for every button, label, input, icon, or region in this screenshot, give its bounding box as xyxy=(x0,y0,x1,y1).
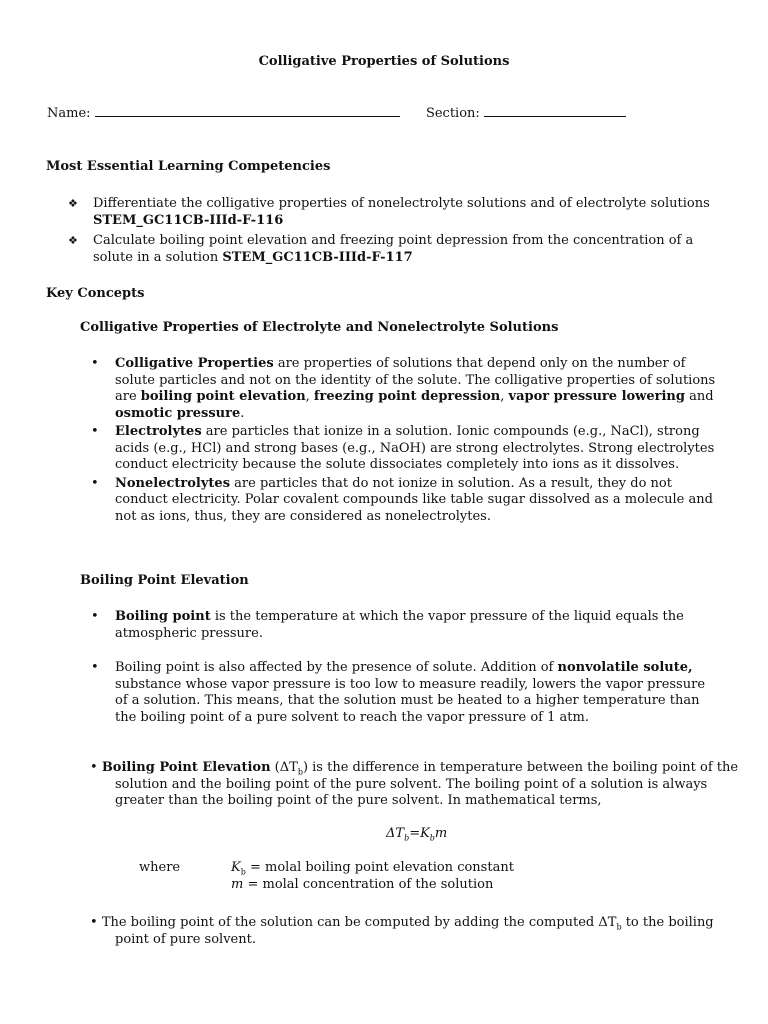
cp-sep: , xyxy=(500,389,509,404)
cp-bold-4: osmotic pressure xyxy=(115,405,241,421)
solute-item xyxy=(80,660,720,726)
bpe-sub: b xyxy=(297,767,303,777)
cp-subheading: Colligative Properties of Electrolyte and Nonelectrolyte Solutions xyxy=(80,320,559,335)
melc-item-code: STEM_GC11CB-IIId-F-117 xyxy=(222,249,413,265)
document-title: Colligative Properties of Solutions xyxy=(258,54,510,69)
electrolytes-item xyxy=(80,424,720,474)
bullet-icon: • xyxy=(91,475,99,491)
where-row-m xyxy=(139,877,699,894)
name-blank-line[interactable] xyxy=(95,104,400,117)
key-concepts-heading: Key Concepts xyxy=(46,286,145,301)
bpe-formula xyxy=(386,826,447,843)
cp-sep: and xyxy=(684,389,714,404)
section-blank-line[interactable] xyxy=(484,104,626,117)
electrolytes-text: are particles that ionize in a solution. Ionic compounds (e.g., NaCl), strong acids (e.g., HCl) and strong bases (e.g., NaOH) are strong electrolytes. Strong electrolytes conduct electricity because the solute dissociates completely into ions as it dissolves. xyxy=(115,424,715,472)
nonelectrolytes-term: Nonelectrolytes xyxy=(115,475,231,491)
boiling-point-item xyxy=(80,609,720,642)
formula-delta: ΔT xyxy=(386,826,405,841)
bpe-text: ) is the difference in temperature between the boiling point of the solution and the boiling point of the pure solvent. The boiling point of a solution is always greater than the boiling point of the pure solvent. In mathematical terms, xyxy=(115,760,739,808)
melc-item-2 xyxy=(46,233,726,266)
kb-definition xyxy=(231,860,514,877)
bpe-heading: Boiling Point Elevation xyxy=(80,573,249,588)
bpe-definition xyxy=(90,760,745,810)
melc-list xyxy=(46,196,726,270)
m-symbol: m xyxy=(231,876,244,892)
diamond-bullet-icon: ❖ xyxy=(68,234,78,247)
section-label: Section: xyxy=(425,106,480,121)
where-block xyxy=(139,860,699,893)
solute-text: substance whose vapor pressure is too low to measure readily, lowers the vapor pressure of a solution. This means, that the solution must be heated to a higher temperature than the boiling point of a pure solvent to reach the vapor pressure of 1 atm. xyxy=(115,676,706,725)
kb-sub: b xyxy=(240,867,246,877)
diamond-bullet-icon: ❖ xyxy=(68,197,78,210)
bp-computation-text: to the boiling point of pure solvent. xyxy=(115,915,714,947)
bp-term: Boiling point xyxy=(115,609,211,624)
bullet-icon: • xyxy=(90,915,102,930)
formula-eq: =K xyxy=(409,826,430,841)
bullet-icon: • xyxy=(91,424,99,439)
electrolytes-term: Electrolytes xyxy=(115,424,202,439)
melc-item-text: Calculate boiling point elevation and freezing point depression from the concentration of a solute in a solution xyxy=(93,233,694,265)
cp-bold-3: vapor pressure lowering xyxy=(508,389,685,404)
kb-symbol: K xyxy=(231,860,241,875)
nonelectrolytes-item xyxy=(80,476,720,526)
solute-list xyxy=(80,660,720,728)
formula-sub: b xyxy=(429,833,435,843)
kb-def-text: = molal boiling point elevation constant xyxy=(245,860,514,875)
bullet-icon: • xyxy=(91,356,99,371)
cp-item xyxy=(80,356,720,422)
cp-term: Colligative Properties xyxy=(115,356,274,371)
solute-bold: nonvolatile solute, xyxy=(557,660,693,675)
cp-end: . xyxy=(240,405,245,421)
bullet-icon: • xyxy=(91,609,99,624)
cp-sep: , xyxy=(305,389,314,404)
where-spacer xyxy=(139,877,231,894)
solute-text: Boiling point is also affected by the presence of solute. Addition of xyxy=(115,660,558,675)
cp-bold-1: boiling point elevation xyxy=(140,389,306,404)
cp-bold-2: freezing point depression xyxy=(313,389,501,404)
formula-sub: b xyxy=(404,833,410,843)
m-def-text: = molal concentration of the solution xyxy=(243,876,494,892)
name-label: Name: xyxy=(47,106,91,121)
formula-m: m xyxy=(434,826,448,841)
name-section-row xyxy=(47,104,727,123)
bp-computation-sub: b xyxy=(616,922,622,932)
cp-text: are properties of solutions that depend only on the number of solute particles and not on the identity of the solute. The colligative properties of solutions are xyxy=(115,356,716,404)
bpe-term: Boiling Point Elevation xyxy=(101,760,271,775)
key-concepts-list xyxy=(80,356,720,527)
melc-item-code: STEM_GC11CB-IIId-F-116 xyxy=(93,212,284,228)
bpe-open: (ΔT xyxy=(270,760,298,775)
where-label: where xyxy=(139,860,181,875)
bullet-icon: • xyxy=(90,760,102,775)
m-definition xyxy=(231,877,493,894)
nonelectrolytes-text: are particles that do not ionize in solution. As a result, they do not conduct electricity. Polar covalent compounds like table sugar dissolved as a molecule and not as ions, thus, they are considered as nonelectrolytes. xyxy=(115,475,713,524)
where-row-kb xyxy=(139,860,699,877)
melc-item-text: Differentiate the colligative properties of nonelectrolyte solutions and of electrolyte solutions xyxy=(93,196,710,211)
melc-item-1 xyxy=(46,196,726,229)
bullet-icon: • xyxy=(91,660,99,675)
bp-list xyxy=(80,609,720,644)
bp-text: is the temperature at which the vapor pressure of the liquid equals the atmospheric pressure. xyxy=(115,609,684,641)
bp-computation-text: The boiling point of the solution can be computed by adding the computed ΔT xyxy=(101,915,617,930)
bp-computation xyxy=(90,915,745,948)
melc-heading: Most Essential Learning Competencies xyxy=(46,159,331,174)
